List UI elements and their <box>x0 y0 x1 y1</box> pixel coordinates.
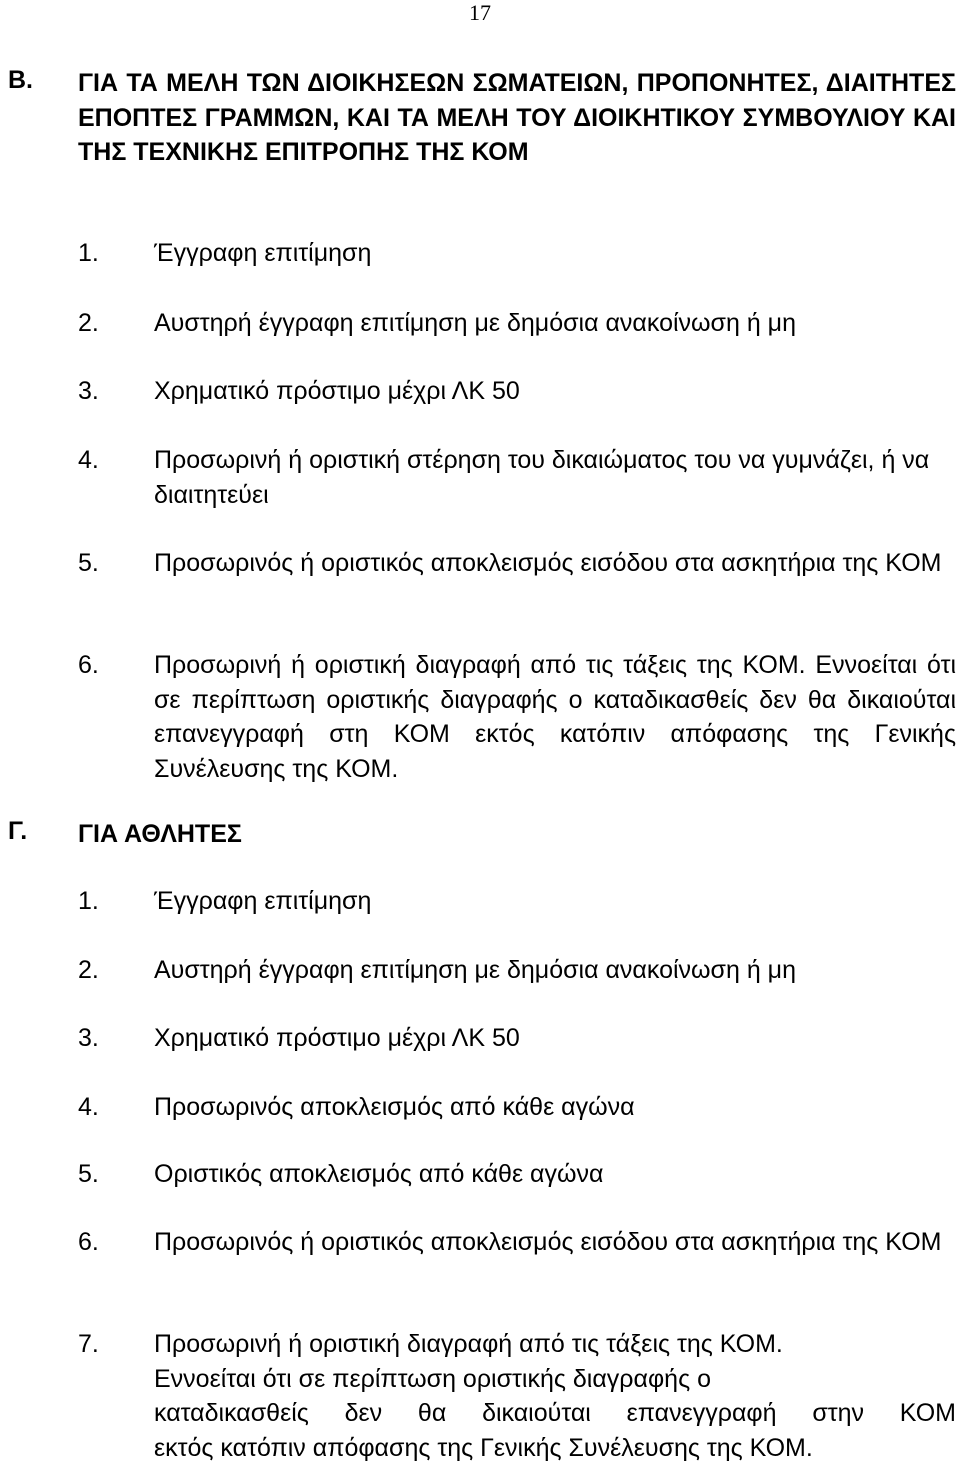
list-item <box>78 546 956 581</box>
section-b-letter: B. <box>8 66 33 95</box>
list-item-number: 3. <box>78 374 99 409</box>
list-item-text: Προσωρινός αποκλεισμός από κάθε αγώνα <box>154 1090 956 1125</box>
list-item <box>78 1225 956 1260</box>
list-item-number: 3. <box>78 1021 99 1056</box>
list-item-number: 7. <box>78 1327 99 1362</box>
list-item-text: Προσωρινή ή οριστική στέρηση του δικαιώματος του να γυμνάζει, ή να διαιτητεύει <box>154 443 956 512</box>
list-item-number: 4. <box>78 443 99 478</box>
list-item-text: Προσωρινή ή οριστική διαγραφή από τις τάξεις της ΚΟΜ. Εννοείται ότι σε περίπτωση οριστικής διαγραφής ο καταδικασθείς δεν θα δικαιούται επανεγγραφή στη ΚΟΜ εκτός κατόπιν απόφασης της Γενικής Συνέλευσης της ΚΟΜ. <box>154 648 956 786</box>
list-item-text: Χρηματικό πρόστιμο μέχρι ΛΚ 50 <box>154 374 956 409</box>
list-item-text: Έγγραφη επιτίμηση <box>154 884 956 919</box>
list-item-line: Προσωρινή ή οριστική διαγραφή από τις τάξεις της ΚΟΜ. <box>154 1327 956 1362</box>
list-item-number: 6. <box>78 1225 99 1260</box>
list-item <box>78 306 956 341</box>
list-item <box>78 374 956 409</box>
list-item <box>78 443 956 512</box>
list-item <box>78 1157 956 1192</box>
list-item-text: Έγγραφη επιτίμηση <box>154 236 956 271</box>
list-item-number: 1. <box>78 884 99 919</box>
list-item-text: Προσωρινός ή οριστικός αποκλεισμός εισόδου στα ασκητήρια της ΚΟΜ <box>154 1225 956 1260</box>
list-item-text: Αυστηρή έγγραφη επιτίμηση με δημόσια ανακοίνωση ή μη <box>154 953 956 988</box>
list-item-number: 2. <box>78 953 99 988</box>
section-g-letter: Γ. <box>8 817 27 846</box>
section-b-heading: ΓΙΑ ΤΑ ΜΕΛΗ ΤΩΝ ΔΙΟΙΚΗΣΕΩΝ ΣΩΜΑΤΕΙΩΝ, ΠΡΟΠΟΝΗΤΕΣ, ΔΙΑΙΤΗΤΕΣ ΕΠΟΠΤΕΣ ΓΡΑΜΜΩΝ, ΚΑΙ ΤΑ ΜΕΛΗ ΤΟΥ ΔΙΟΙΚΗΤΙΚΟΥ ΣΥΜΒΟΥΛΙΟΥ ΚΑΙ ΤΗΣ ΤΕΧΝΙΚΗΣ ΕΠΙΤΡΟΠΗΣ ΤΗΣ ΚΟΜ <box>78 66 956 170</box>
list-item-text: Προσωρινός ή οριστικός αποκλεισμός εισόδου στα ασκητήρια της ΚΟΜ <box>154 546 956 581</box>
page-number: 17 <box>0 2 960 24</box>
list-item <box>78 884 956 919</box>
list-item-number: 2. <box>78 306 99 341</box>
list-item-number: 4. <box>78 1090 99 1125</box>
list-item-number: 6. <box>78 648 99 683</box>
list-item-text: Χρηματικό πρόστιμο μέχρι ΛΚ 50 <box>154 1021 956 1056</box>
list-item <box>78 953 956 988</box>
list-item <box>78 1090 956 1125</box>
list-item-text: Οριστικός αποκλεισμός από κάθε αγώνα <box>154 1157 956 1192</box>
list-item-line: εκτός κατόπιν απόφασης της Γενικής Συνέλευσης της ΚΟΜ. <box>154 1431 956 1465</box>
list-item-number: 5. <box>78 1157 99 1192</box>
list-item <box>78 648 956 786</box>
list-item-number: 5. <box>78 546 99 581</box>
list-item <box>78 236 956 271</box>
list-item-number: 1. <box>78 236 99 271</box>
list-item-line: Εννοείται ότι σε περίπτωση οριστικής διαγραφής ο <box>154 1362 956 1397</box>
list-item <box>78 1327 956 1465</box>
list-item <box>78 1021 956 1056</box>
list-item-text: Αυστηρή έγγραφη επιτίμηση με δημόσια ανακοίνωση ή μη <box>154 306 956 341</box>
list-item-line: καταδικασθείς δεν θα δικαιούται επανεγγραφή στην ΚΟΜ <box>154 1396 956 1431</box>
section-g-heading: ΓΙΑ ΑΘΛΗΤΕΣ <box>78 817 956 852</box>
list-item-text <box>154 1327 956 1465</box>
